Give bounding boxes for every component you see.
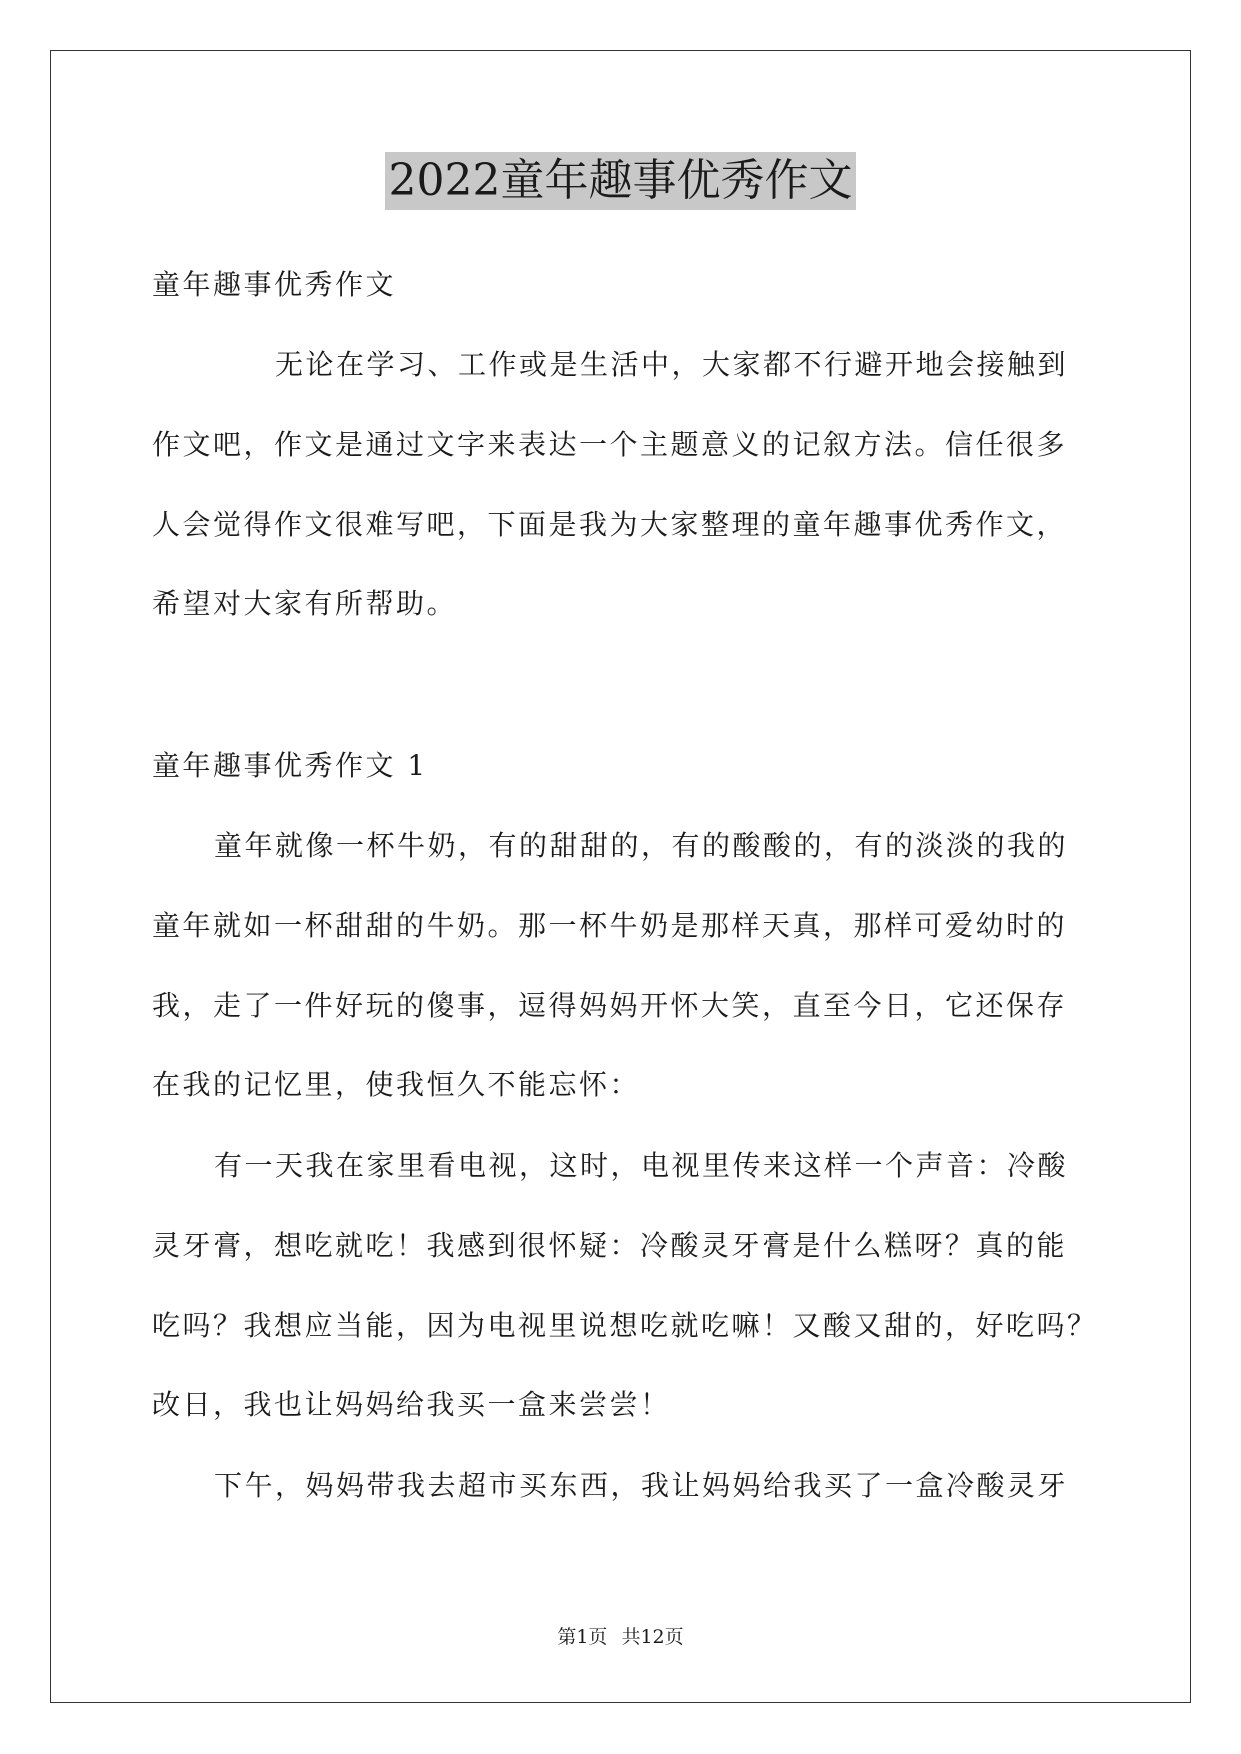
paragraph-line: 改日，我也让妈妈给我买一盒来尝尝！: [152, 1388, 671, 1421]
intro-line: 作文吧，作文是通过文字来表达一个主题意义的记叙方法。信任很多: [152, 428, 1068, 461]
page-number: 第1页: [557, 1626, 608, 1648]
intro-line: 希望对大家有所帮助。: [152, 587, 458, 620]
paragraph-line: 有一天我在家里看电视，这时，电视里传来这样一个声音：冷酸: [214, 1149, 1069, 1182]
document-title: 2022童年趣事优秀作文: [385, 152, 857, 210]
page-total: 共12页: [621, 1626, 684, 1648]
page-footer: [0, 1624, 1241, 1650]
intro-line: 人会觉得作文很难写吧，下面是我为大家整理的童年趣事优秀作文，: [152, 508, 1068, 541]
section-heading: 童年趣事优秀作文 1: [152, 749, 428, 782]
paragraph-line: 童年就如一杯甜甜的牛奶。那一杯牛奶是那样天真，那样可爱幼时的: [152, 909, 1068, 942]
document-subtitle: 童年趣事优秀作文: [152, 268, 397, 301]
paragraph-line: 童年就像一杯牛奶，有的甜甜的，有的酸酸的，有的淡淡的我的: [214, 829, 1069, 862]
paragraph-line: 灵牙膏，想吃就吃！我感到很怀疑：冷酸灵牙膏是什么糕呀？真的能: [152, 1229, 1068, 1262]
paragraph-line: 在我的记忆里，使我恒久不能忘怀：: [152, 1068, 641, 1101]
title-wrap: [0, 152, 1241, 210]
paragraph-line: 下午，妈妈带我去超市买东西，我让妈妈给我买了一盒冷酸灵牙: [214, 1469, 1069, 1502]
paragraph-line: 我，走了一件好玩的傻事，逗得妈妈开怀大笑，直至今日，它还保存: [152, 989, 1068, 1022]
intro-line: 无论在学习、工作或是生活中，大家都不行避开地会接触到: [275, 348, 1069, 381]
paragraph-line: 吃吗？我想应当能，因为电视里说想吃就吃嘛！又酸又甜的，好吃吗？: [152, 1309, 1098, 1342]
